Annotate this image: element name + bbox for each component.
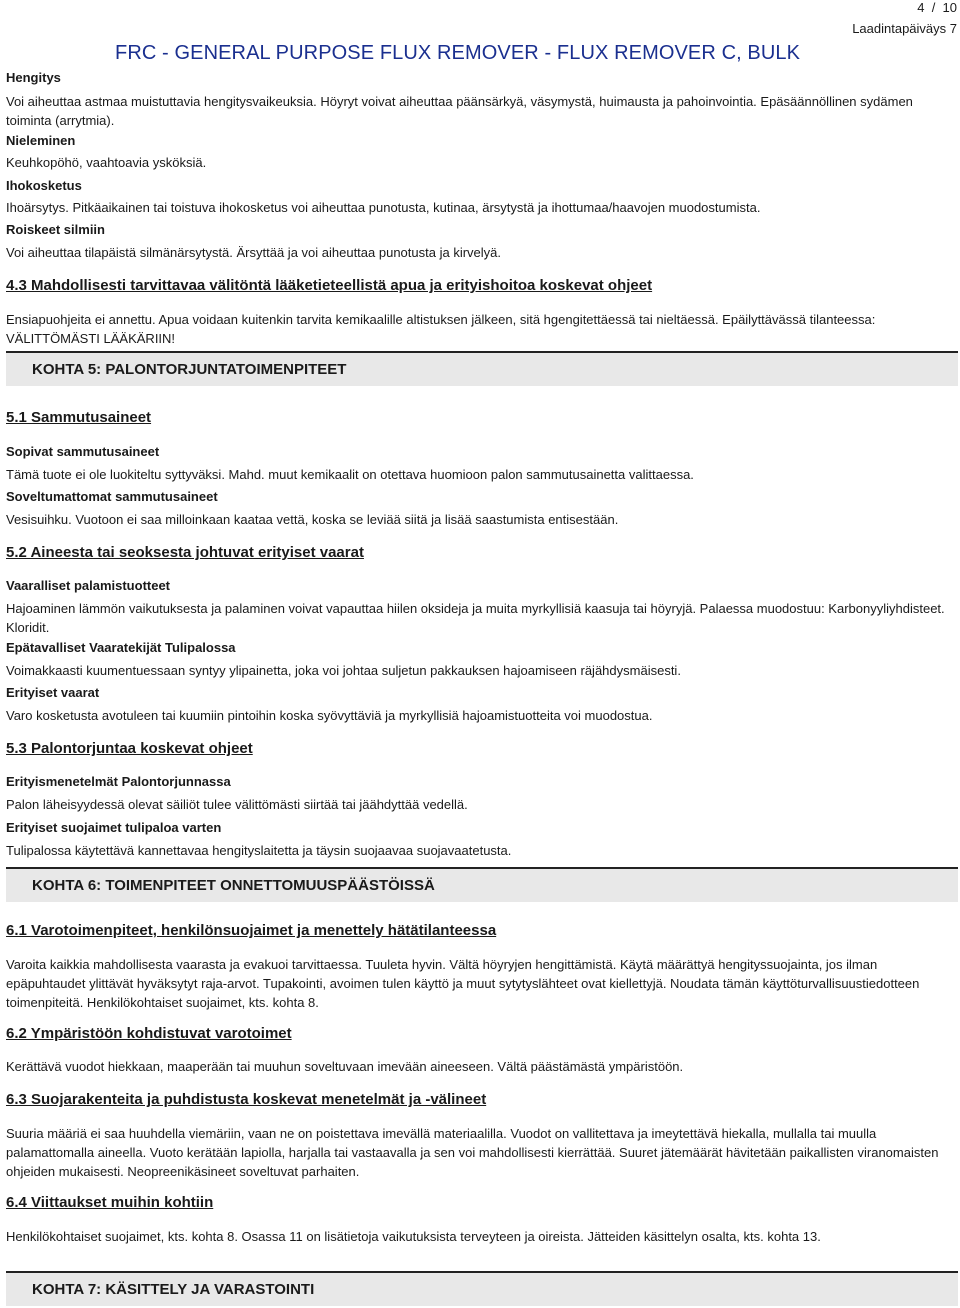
section-6-4-heading: 6.4 Viittaukset muihin kohtiin bbox=[6, 1194, 214, 1211]
section-5-band: KOHTA 5: PALONTORJUNTATOIMENPITEET bbox=[6, 351, 958, 386]
silmat-text: Voi aiheuttaa tilapäistä silmänärsytystä. Ärsyttää ja voi aiheuttaa punotusta ja kirvelyä. bbox=[6, 245, 501, 260]
suojaimet-label: Erityiset suojaimet tulipaloa varten bbox=[6, 820, 222, 835]
section-6-1-text: Varoita kaikkia mahdollisesta vaarasta ja evakuoi tarvittaessa. Tuuleta hyvin. Vältä höyryjen hengittämistä. Käytä määrättyä hengityssuojainta, jos ilman epäpuhtaudet ylittävät hyväksytyt raja-arvot. Tupakointi, avoimen tulen käyttö ja muut sytytyslähteet ovat kiellettyjä. Noudata tämän käyttöturvallisuustiedotteen toimenpiteitä. Henkilökohtaiset suojaimet, kts. kohta 8. bbox=[6, 957, 920, 1010]
soveltumattomat-label: Soveltumattomat sammutusaineet bbox=[6, 489, 218, 504]
hengitys-label: Hengitys bbox=[6, 70, 61, 85]
vaaralliset-label: Vaaralliset palamistuotteet bbox=[6, 578, 171, 593]
vaaralliset-text: Hajoaminen lämmön vaikutuksesta ja palaminen voivat vapauttaa hiilen oksideja ja muita myrkyllisiä kaasuja tai höyryjä. Palaessa muodostuu: Karbonyyliyhdisteet. Kloridit. bbox=[6, 601, 945, 635]
section-6-1-heading: 6.1 Varotoimenpiteet, henkilönsuojaimet ja menettely hätätilanteessa bbox=[6, 922, 497, 939]
page-number: 4 / 10 bbox=[917, 0, 957, 15]
erityiset-vaarat-text: Varo kosketusta avotuleen tai kuumiin pintoihin koska syövyttäviä ja myrkyllisiä hajoamistuotteita voi muodostua. bbox=[6, 708, 653, 723]
section-6-band: KOHTA 6: TOIMENPITEET ONNETTOMUUSPÄÄSTÖISSÄ bbox=[6, 867, 958, 902]
sopivat-text: Tämä tuote ei ole luokiteltu syttyväksi. Mahd. muut kemikaalit on otettava huomioon palon sammutusainetta valittaessa. bbox=[6, 467, 694, 482]
section-5-1-heading: 5.1 Sammutusaineet bbox=[6, 409, 152, 426]
section-5-3-heading: 5.3 Palontorjuntaa koskevat ohjeet bbox=[6, 740, 253, 757]
section-6-2-heading: 6.2 Ympäristöön kohdistuvat varotoimet bbox=[6, 1025, 292, 1042]
suojaimet-text: Tulipalossa käytettävä kannettavaa hengityslaitetta ja täysin suojaavaa suojavaatetusta. bbox=[6, 843, 512, 858]
section-6-3-text: Suuria määriä ei saa huuhdella viemäriin, vaan ne on poistettava imevällä materiaalilla. Vuodot on vallitettava ja imeytettävä hiekalla, mullalla tai muulla palamattomalla aineella. Vuoto kerätään lapiolla, harjalla tai vastaavalla ja sen voi mahdollisesti kierrättää. Suuret jätemäärät hävitetään paikallisten viranomaisten ohjeiden mukaisesti. Neopreenikäsineet soveltuvat parhaiten. bbox=[6, 1126, 939, 1179]
sopivat-label: Sopivat sammutusaineet bbox=[6, 444, 160, 459]
hengitys-text: Voi aiheuttaa astmaa muistuttavia hengitysvaikeuksia. Höyryt voivat aiheuttaa päänsärkyä, väsymystä, huimausta ja pahoinvointia. Epäsäännöllinen sydämen toiminta (arrytmia). bbox=[6, 94, 913, 128]
soveltumattomat-text: Vesisuihku. Vuotoon ei saa milloinkaan kaataa vettä, koska se leviää siitä ja lisää saastumista entisestään. bbox=[6, 512, 619, 527]
section-6-2-text: Kerättävä vuodot hiekkaan, maaperään tai muuhun soveltuvaan imevään aineeseen. Vältä päästämästä ympäristöön. bbox=[6, 1059, 684, 1074]
document-title: FRC - GENERAL PURPOSE FLUX REMOVER - FLUX REMOVER C, BULK bbox=[115, 42, 801, 64]
section-5-2-heading: 5.2 Aineesta tai seoksesta johtuvat erityiset vaarat bbox=[6, 544, 364, 561]
section-4-3-text: Ensiapuohjeita ei annettu. Apua voidaan kuitenkin tarvita kemikaalille altistuksen jälkeen, sitä hgengitettäessä tai nieltäessä. Epäilyttävässä tilanteessa: VÄLITTÖMÄSTI LÄÄKÄRIIN! bbox=[6, 312, 876, 346]
revision-label: Laadintapäiväys 7 bbox=[852, 21, 957, 36]
ihokosketus-text: Ihoärsytys. Pitkäaikainen tai toistuva ihokosketus voi aiheuttaa punotusta, kutinaa, ärsytystä ja ihottumaa/haavojen muodostumista. bbox=[6, 200, 761, 215]
nieleminen-label: Nieleminen bbox=[6, 133, 76, 148]
section-4-3-heading: 4.3 Mahdollisesti tarvittavaa välitöntä lääketieteellistä apua ja erityishoitoa koskevat ohjeet bbox=[6, 277, 653, 294]
epatavalliset-text: Voimakkaasti kuumentuessaan syntyy ylipainetta, joka voi johtaa suljetun pakkauksen hajoamiseen räjähdysmäisesti. bbox=[6, 663, 681, 678]
erityiset-vaarat-label: Erityiset vaarat bbox=[6, 685, 100, 700]
erityismenetelmat-text: Palon läheisyydessä olevat säiliöt tulee välittömästi siirtää tai jäähdyttää vedellä. bbox=[6, 797, 468, 812]
section-6-4-text: Henkilökohtaiset suojaimet, kts. kohta 8. Osassa 11 on lisätietoja vaikutuksista terveyteen ja oireista. Jätteiden käsittelyn osalta, kts. kohta 13. bbox=[6, 1229, 821, 1244]
silmat-label: Roiskeet silmiin bbox=[6, 222, 105, 237]
erityismenetelmat-label: Erityismenetelmät Palontorjunnassa bbox=[6, 774, 231, 789]
section-7-band: KOHTA 7: KÄSITTELY JA VARASTOINTI bbox=[6, 1271, 958, 1306]
section-6-3-heading: 6.3 Suojarakenteita ja puhdistusta koskevat menetelmät ja -välineet bbox=[6, 1091, 487, 1108]
ihokosketus-label: Ihokosketus bbox=[6, 178, 82, 193]
nieleminen-text: Keuhkopöhö, vaahtoavia ysköksiä. bbox=[6, 155, 207, 170]
epatavalliset-label: Epätavalliset Vaaratekijät Tulipalossa bbox=[6, 640, 236, 655]
